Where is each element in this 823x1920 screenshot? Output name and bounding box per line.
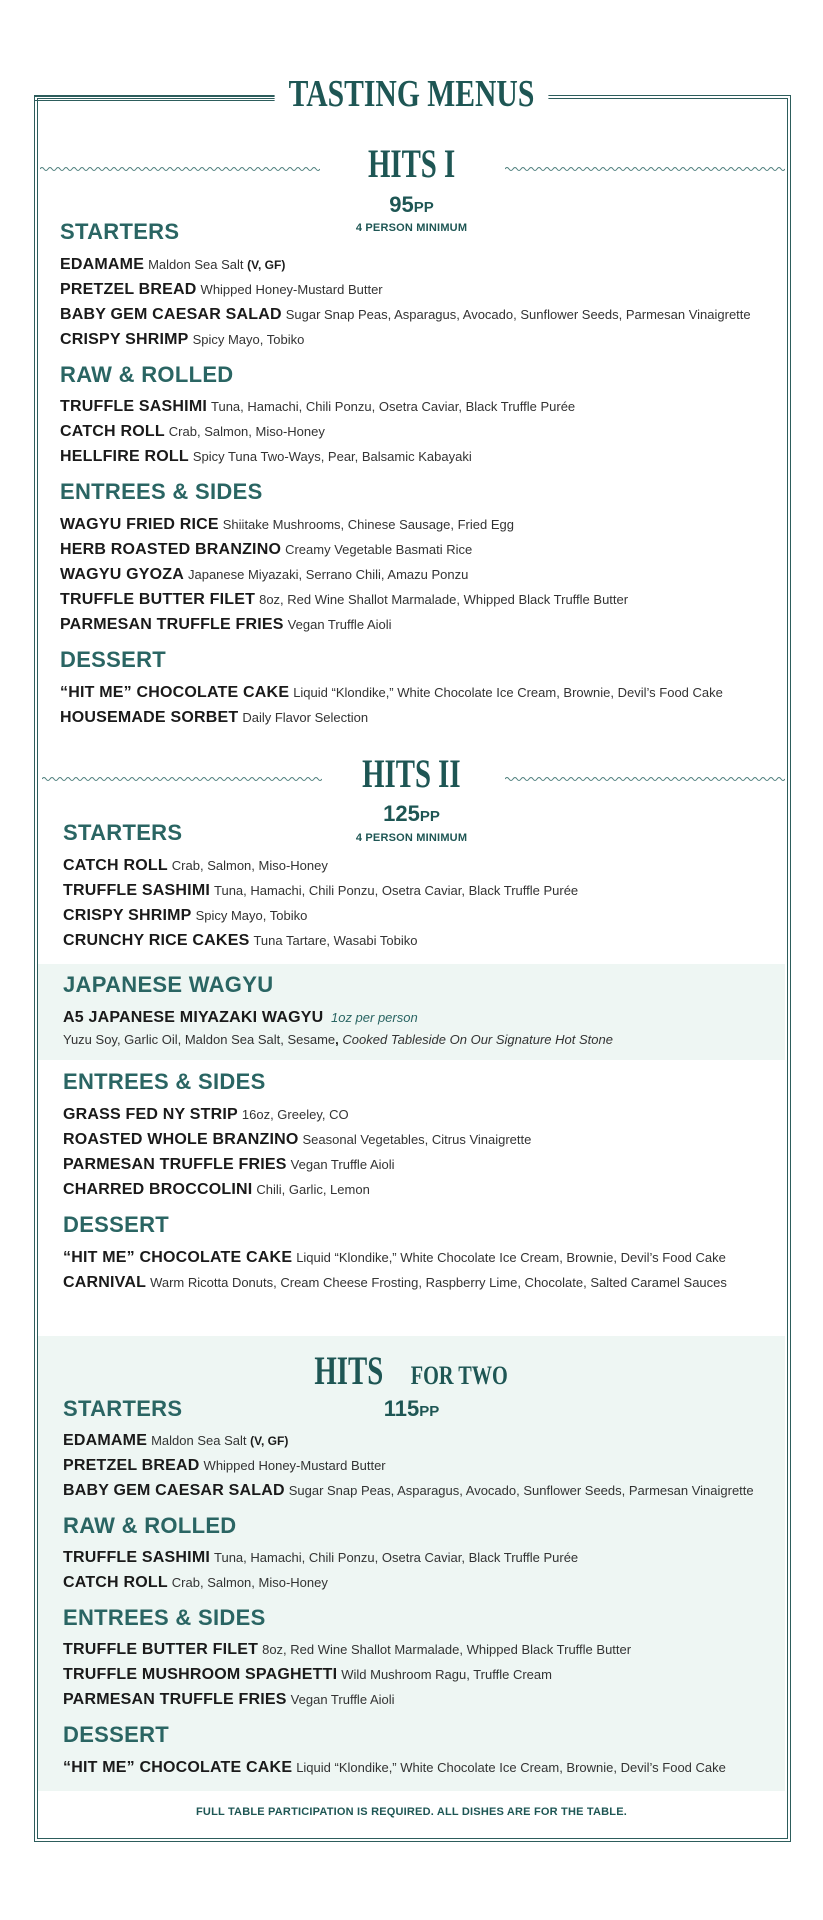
item-desc: 8oz, Red Wine Shallot Marmalade, Whipped Black Truffle Butter — [259, 592, 629, 607]
category-dessert: DESSERT — [63, 1722, 170, 1747]
item-name: CRISPY SHRIMP — [60, 331, 189, 348]
menu-item — [60, 398, 575, 416]
item-desc-italic: 1oz per person — [330, 1010, 418, 1025]
item-name: WAGYU FRIED RICE — [60, 516, 219, 533]
menu-item — [63, 1457, 386, 1475]
menu-price-hits-1 — [0, 192, 823, 218]
menu-title-hits-1 — [0, 140, 823, 187]
menu-item — [63, 1106, 349, 1124]
item-tag: (V, GF) — [250, 1434, 289, 1448]
item-name: CHARRED BROCCOLINI — [63, 1181, 253, 1198]
item-name: CATCH ROLL — [60, 423, 165, 440]
item-desc: Maldon Sea Salt — [148, 257, 244, 272]
item-desc: Wild Mushroom Ragu, Truffle Cream — [341, 1667, 552, 1682]
menu-name: HITS — [314, 1348, 384, 1393]
menu-name-suffix: FOR TWO — [410, 1361, 508, 1390]
item-desc: Crab, Salmon, Miso-Honey — [168, 424, 325, 439]
item-name: CRUNCHY RICE CAKES — [63, 932, 250, 949]
item-name: TRUFFLE MUSHROOM SPAGHETTI — [63, 1666, 338, 1683]
item-name: BABY GEM CAESAR SALAD — [63, 1482, 285, 1499]
item-name: PRETZEL BREAD — [63, 1457, 200, 1474]
menu-item — [63, 882, 578, 900]
menu-item — [60, 331, 304, 349]
item-desc: Liquid “Klondike,” White Chocolate Ice Cream, Brownie, Devil’s Food Cake — [296, 1760, 726, 1775]
price-unit: PP — [419, 808, 440, 825]
menu-item — [63, 1691, 395, 1709]
item-name: PARMESAN TRUFFLE FRIES — [63, 1691, 287, 1708]
item-desc: Japanese Miyazaki, Serrano Chili, Amazu Ponzu — [187, 567, 469, 582]
item-name: CATCH ROLL — [63, 857, 168, 874]
item-name: HERB ROASTED BRANZINO — [60, 541, 282, 558]
category-starters: STARTERS — [63, 820, 183, 845]
item-desc: Tuna Tartare, Wasabi Tobiko — [253, 933, 418, 948]
item-name: HOUSEMADE SORBET — [60, 709, 239, 726]
item-desc: Yuzu Soy, Garlic Oil, Maldon Sea Salt, Sesame — [63, 1032, 336, 1047]
item-name: CATCH ROLL — [63, 1574, 168, 1591]
item-desc: Maldon Sea Salt — [151, 1433, 247, 1448]
footer-note: FULL TABLE PARTICIPATION IS REQUIRED. ALL DISHES ARE FOR THE TABLE. — [196, 1806, 627, 1818]
category-entrees-sides: ENTREES & SIDES — [63, 1605, 266, 1630]
price-value: 95 — [389, 192, 414, 217]
price-value: 125 — [383, 801, 420, 826]
menu-item — [63, 907, 307, 925]
category-raw-rolled: RAW & ROLLED — [60, 362, 234, 387]
category-starters: STARTERS — [60, 219, 180, 244]
price-unit: PP — [413, 199, 434, 216]
item-name: BABY GEM CAESAR SALAD — [60, 306, 282, 323]
menu-item — [60, 423, 325, 441]
menu-item — [60, 566, 468, 584]
menu-item — [60, 281, 383, 299]
menu-item — [63, 1482, 754, 1500]
item-name: TRUFFLE SASHIMI — [63, 882, 210, 899]
item-desc: Spicy Mayo, Tobiko — [192, 332, 305, 347]
menu-item — [60, 709, 368, 727]
item-desc: Tuna, Hamachi, Chili Ponzu, Osetra Caviar, Black Truffle Purée — [214, 1550, 579, 1565]
menu-name: HITS I — [367, 141, 456, 186]
item-desc: Tuna, Hamachi, Chili Ponzu, Osetra Caviar, Black Truffle Purée — [214, 883, 579, 898]
item-desc: Shiitake Mushrooms, Chinese Sausage, Fried Egg — [222, 517, 514, 532]
category-raw-rolled: RAW & ROLLED — [63, 1513, 237, 1538]
item-desc: Vegan Truffle Aioli — [290, 1157, 395, 1172]
item-name: EDAMAME — [63, 1432, 148, 1449]
item-desc: Sugar Snap Peas, Asparagus, Avocado, Sunflower Seeds, Parmesan Vinaigrette — [285, 307, 751, 322]
item-name: CARNIVAL — [63, 1274, 147, 1291]
price-value: 115 — [383, 1396, 420, 1421]
menu-item — [63, 1274, 727, 1292]
item-desc: Whipped Honey-Mustard Butter — [200, 282, 383, 297]
item-desc: Creamy Vegetable Basmati Rice — [285, 542, 473, 557]
item-name: “HIT ME” CHOCOLATE CAKE — [63, 1759, 293, 1776]
menu-item — [63, 1156, 395, 1174]
item-desc: Liquid “Klondike,” White Chocolate Ice Cream, Brownie, Devil’s Food Cake — [296, 1250, 726, 1265]
menu-item — [63, 1549, 578, 1567]
item-desc: Vegan Truffle Aioli — [290, 1692, 395, 1707]
item-desc: Vegan Truffle Aioli — [287, 617, 392, 632]
menu-name: HITS II — [362, 751, 461, 796]
menu-item — [60, 541, 472, 559]
category-entrees-sides: ENTREES & SIDES — [63, 1069, 266, 1094]
item-desc: Seasonal Vegetables, Citrus Vinaigrette — [302, 1132, 532, 1147]
item-desc: Warm Ricotta Donuts, Cream Cheese Frosting, Raspberry Lime, Chocolate, Salted Caramel Sauces — [150, 1275, 727, 1290]
menu-item — [60, 448, 472, 466]
menu-item — [63, 1666, 552, 1684]
item-desc: Spicy Tuna Two-Ways, Pear, Balsamic Kabayaki — [192, 449, 472, 464]
item-name: PRETZEL BREAD — [60, 281, 197, 298]
menu-item — [63, 1009, 418, 1027]
item-name: TRUFFLE SASHIMI — [60, 398, 207, 415]
category-dessert: DESSERT — [60, 647, 167, 672]
category-dessert: DESSERT — [63, 1212, 170, 1237]
menu-item — [63, 1759, 726, 1777]
menu-title-hits-2 — [0, 750, 823, 797]
item-name: TRUFFLE SASHIMI — [63, 1549, 210, 1566]
menu-item: Yuzu Soy, Garlic Oil, Maldon Sea Salt, Sesame, Cooked Tableside On Our Signature Hot Stone — [63, 1032, 613, 1047]
item-desc: Crab, Salmon, Miso-Honey — [171, 1575, 328, 1590]
item-desc: 8oz, Red Wine Shallot Marmalade, Whipped Black Truffle Butter — [262, 1642, 632, 1657]
menu-minimum-hits-1: 4 PERSON MINIMUM — [355, 222, 468, 234]
category-entrees-sides: ENTREES & SIDES — [60, 479, 263, 504]
menu-minimum-hits-2: 4 PERSON MINIMUM — [355, 832, 468, 844]
item-desc: Whipped Honey-Mustard Butter — [203, 1458, 386, 1473]
item-desc: 16oz, Greeley, CO — [241, 1107, 349, 1122]
item-name: ROASTED WHOLE BRANZINO — [63, 1131, 299, 1148]
item-desc-italic: Cooked Tableside On Our Signature Hot Stone — [342, 1032, 613, 1047]
item-name: A5 JAPANESE MIYAZAKI WAGYU — [63, 1009, 324, 1026]
menu-item — [60, 256, 285, 274]
item-name: “HIT ME” CHOCOLATE CAKE — [60, 684, 290, 701]
menu-item — [63, 1432, 288, 1450]
category-japanese-wagyu: JAPANESE WAGYU — [63, 972, 274, 997]
menu-item — [60, 306, 751, 324]
menu-item — [60, 516, 514, 534]
page-title: TASTING MENUS — [275, 72, 549, 116]
menu-item — [63, 1574, 328, 1592]
item-name: CRISPY SHRIMP — [63, 907, 192, 924]
item-name: EDAMAME — [60, 256, 145, 273]
menu-item — [63, 1181, 370, 1199]
item-desc: Liquid “Klondike,” White Chocolate Ice Cream, Brownie, Devil’s Food Cake — [293, 685, 723, 700]
price-unit: PP — [419, 1403, 440, 1420]
item-desc: Daily Flavor Selection — [242, 710, 369, 725]
menu-item — [63, 857, 328, 875]
menu-item — [63, 1249, 726, 1267]
menu-item — [60, 684, 723, 702]
menu-item — [60, 616, 392, 634]
item-name: PARMESAN TRUFFLE FRIES — [63, 1156, 287, 1173]
header — [0, 72, 823, 116]
item-name: PARMESAN TRUFFLE FRIES — [60, 616, 284, 633]
item-tag: (V, GF) — [247, 258, 286, 272]
item-desc: Tuna, Hamachi, Chili Ponzu, Osetra Caviar, Black Truffle Purée — [211, 399, 576, 414]
item-desc: Spicy Mayo, Tobiko — [195, 908, 308, 923]
item-name: TRUFFLE BUTTER FILET — [60, 591, 256, 608]
menu-item — [60, 591, 628, 609]
menu-item — [63, 1641, 631, 1659]
category-starters: STARTERS — [63, 1396, 183, 1421]
item-name: TRUFFLE BUTTER FILET — [63, 1641, 259, 1658]
item-name: “HIT ME” CHOCOLATE CAKE — [63, 1249, 293, 1266]
menu-item — [63, 1131, 531, 1149]
item-name: WAGYU GYOZA — [60, 566, 184, 583]
item-name: GRASS FED NY STRIP — [63, 1106, 238, 1123]
title-rule-left — [34, 96, 282, 101]
item-desc: Chili, Garlic, Lemon — [256, 1182, 370, 1197]
item-desc: Sugar Snap Peas, Asparagus, Avocado, Sunflower Seeds, Parmesan Vinaigrette — [288, 1483, 754, 1498]
item-desc: Crab, Salmon, Miso-Honey — [171, 858, 328, 873]
menu-title-hits-for-two — [0, 1347, 823, 1394]
item-name: HELLFIRE ROLL — [60, 448, 189, 465]
menu-item — [63, 932, 417, 950]
